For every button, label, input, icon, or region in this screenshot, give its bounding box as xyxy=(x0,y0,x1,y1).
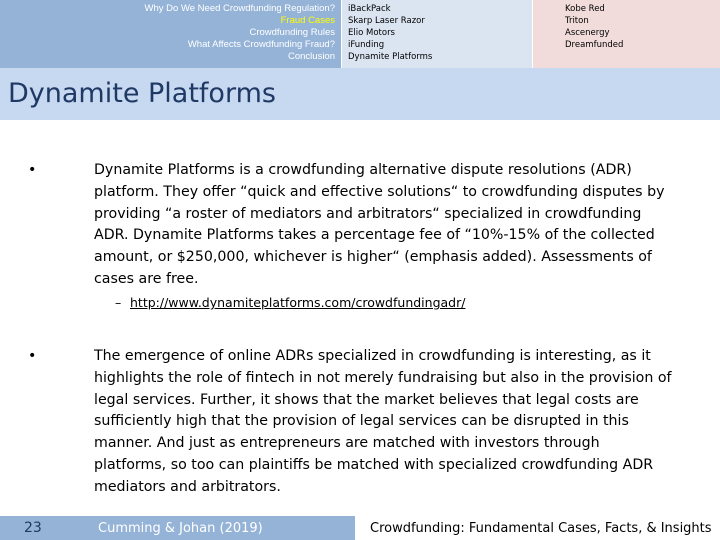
case-nav-item[interactable]: iFunding xyxy=(348,40,385,50)
case-nav-item[interactable]: Elio Motors xyxy=(348,28,395,38)
sub-bullet-mark: – xyxy=(115,295,122,310)
bullet-mark: • xyxy=(28,162,37,178)
section-nav-item[interactable]: Conclusion xyxy=(288,51,335,62)
bullet-2-text: The emergence of online ADRs specialized in crowdfunding is interesting, as it highlights the role of fintech in not merely fundraising but also in the provision of legal services. Further, it shows that the market believes that legal costs are sufficiently high that the provision of legal services can be disrupted in this manner. And just as entrepreneurs are matched with investors through platforms, so too can plaintiffs be matched with specialized crowdfunding ADR mediators and arbitrators. xyxy=(94,348,672,495)
section-nav-item[interactable]: Fraud Cases xyxy=(280,15,335,26)
footer-right xyxy=(362,516,720,540)
case-nav-list-1 xyxy=(342,0,532,63)
section-nav-item[interactable]: What Affects Crowdfunding Fraud? xyxy=(187,39,335,50)
book-title: Crowdfunding: Fundamental Cases, Facts, & Insights xyxy=(370,521,712,536)
case-nav-item[interactable]: Dynamite Platforms xyxy=(348,52,433,62)
case-nav-item[interactable]: Kobe Red xyxy=(565,4,605,14)
bullet-2 xyxy=(28,346,676,499)
case-nav-list-2 xyxy=(533,0,720,51)
case-nav-item[interactable]: Skarp Laser Razor xyxy=(348,16,425,26)
case-nav-item[interactable]: Ascenergy xyxy=(565,28,610,38)
bullet-1 xyxy=(28,160,676,291)
bullet-mark: • xyxy=(28,348,37,364)
case-nav-item[interactable]: Triton xyxy=(565,16,589,26)
case-nav-item[interactable]: Dreamfunded xyxy=(565,40,624,50)
section-nav xyxy=(0,0,341,68)
sub-bullet-link xyxy=(115,294,466,312)
bullet-1-text: Dynamite Platforms is a crowdfunding alternative dispute resolutions (ADR) platform. They offer “quick and effective solutions“ to crowdfunding disputes by providing “a roster of mediators and arbitrators“ specialized in crowdfunding ADR. Dynamite Platforms takes a percentage fee of “10%-15% of the collected amount, or $250,000, whichever is higher“ (emphasis added). Assessments of cases are free. xyxy=(94,162,665,287)
title-band xyxy=(0,68,720,120)
section-nav-item[interactable]: Crowdfunding Rules xyxy=(249,27,335,38)
dynamite-platforms-link[interactable]: http://www.dynamiteplatforms.com/crowdfundingadr/ xyxy=(130,295,466,310)
section-nav-item[interactable]: Why Do We Need Crowdfunding Regulation? xyxy=(144,3,335,14)
citation: Cumming & Johan (2019) xyxy=(98,521,263,536)
case-nav-item[interactable]: iBackPack xyxy=(348,4,391,14)
slide-number: 23 xyxy=(24,520,42,536)
footer-left xyxy=(0,516,355,540)
case-nav-column-1 xyxy=(342,0,532,68)
section-nav-list xyxy=(0,0,341,63)
slide-title: Dynamite Platforms xyxy=(8,78,276,109)
case-nav-column-2 xyxy=(533,0,720,68)
